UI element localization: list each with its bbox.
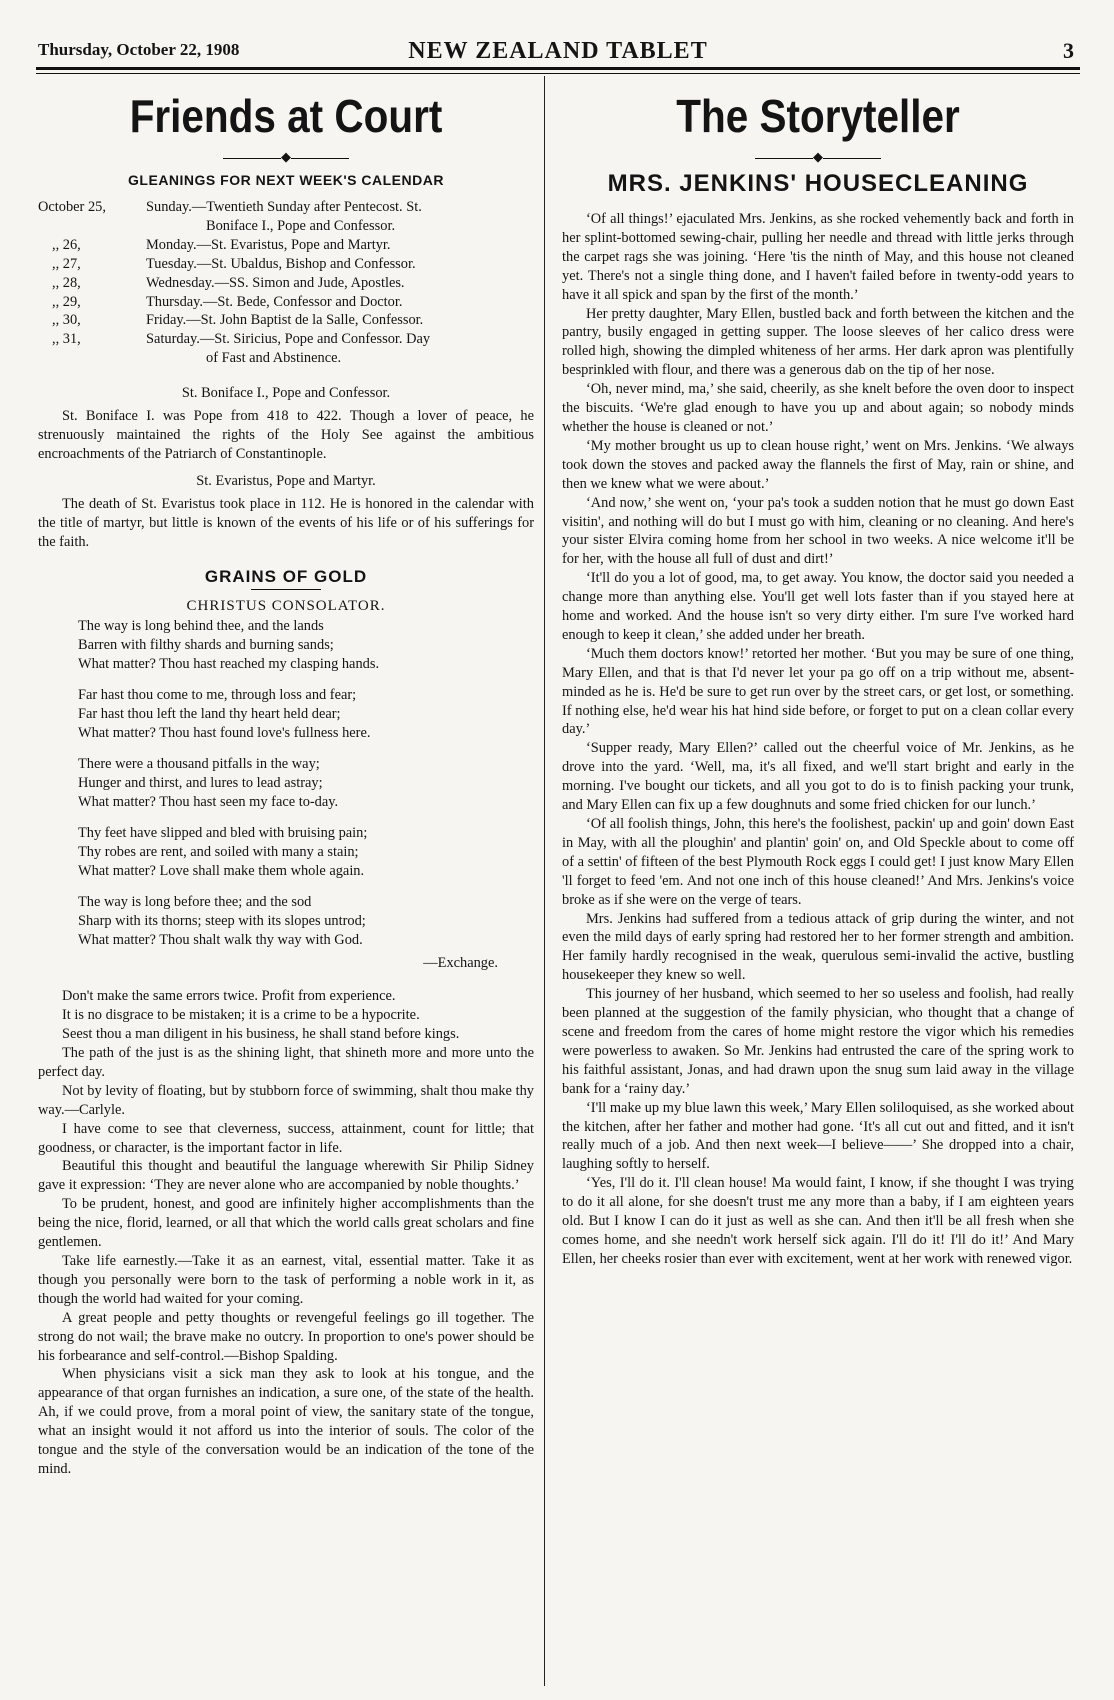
poem-line: Far hast thou left the land thy heart held dear; xyxy=(78,706,341,723)
calendar-date: ,, 30, xyxy=(52,312,81,329)
story-paragraph: ‘Of all things!’ ejaculated Mrs. Jenkins, as she rocked vehemently back and forth in her splint-bottomed sewing-chair, pulling her needle and thread with little jerks through the carpet rags she was joining. ‘Here 'tis the ninth of May, and this house not cleaned yet. There's not a single thing done, and I haven't failed before in twenty-odd years to have it all spick and span by the first of the month.’ xyxy=(562,211,1074,303)
story-paragraph: ‘Yes, I'll do it. I'll clean house! Ma would faint, I know, if she thought I was trying to do it all alone, for she doesn't trust me any more than a baby, if I am eighteen years old. But I know I can do it just as well as she can. And then it'll be all fresh when she comes home, and she needn't work herself sick again. I'll do it! I'll do it!’ And Mary Ellen, her cheeks rosier than ever with excitement, went at her work with renewed vigor. xyxy=(562,1175,1074,1267)
page-number: 3 xyxy=(1063,38,1074,63)
story-title: MRS. JENKINS' HOUSECLEANING xyxy=(607,170,1029,197)
saying-paragraph: When physicians visit a sick man they ask to look at his tongue, and the appearance of that organ furnishes an indication, a sure one, of the state of the health. Ah, if we could prove, from a moral point of view, the sanitary state of the tongue, what an insight would it not afford us into the interior of souls. The color of the tongue and the style of the conversation would be an indication of the tone of the mind. xyxy=(38,1366,534,1477)
saying-paragraph: Take life earnestly.—Take it as an earnest, vital, essential matter. Take it as though you personally were born to the task of performing a noble work in it, as though the world had waited for your coming. xyxy=(38,1253,534,1307)
story-paragraph: Mrs. Jenkins had suffered from a tedious attack of grip during the winter, and not even the mild days of early spring had restored her to her former strength and ambition. Her family hardly recognised in the weak, querulous semi-invalid the active, bustling housekeeper they knew so well. xyxy=(562,910,1074,984)
header-rule xyxy=(36,67,1080,70)
story-paragraph: ‘It'll do you a lot of good, ma, to get away. You know, the doctor said you needed a change more than anything else. You'll get well lots faster than if you stayed here at home and worked. And the house isn't so very dirty either. I'm sure I've worked hard enough to keep it clean,’ she added under her breath. xyxy=(562,570,1074,643)
calendar-row xyxy=(38,217,534,236)
calendar-entry: Monday.—St. Evaristus, Pope and Martyr. xyxy=(146,236,391,253)
story-paragraph: ‘And now,’ she went on, ‘your pa's took a sudden notion that he must go down East visitin', and nothing will do but I must go with him, cleaning or no cleaning. And here's your sister Elvira coming home from her school in two weeks. A nice welcome it'll be for her, with the house all full of dust and dirt!’ xyxy=(562,494,1074,568)
ornament-divider: ◆ xyxy=(562,146,1074,168)
page-header xyxy=(38,38,1078,64)
poem-line: There were a thousand pitfalls in the way; xyxy=(78,756,320,773)
saying-paragraph: A great people and petty thoughts or revengeful feelings go ill together. The strong do not wail; the brave make no outcry. In proportion to one's power should be his forbearance and self-control.—Bishop Spalding. xyxy=(38,1309,534,1364)
saying-paragraph: Don't make the same errors twice. Profit from experience. xyxy=(62,988,396,1005)
poem-line: The way is long behind thee, and the lands xyxy=(78,618,324,635)
story-paragraph: ‘My mother brought us up to clean house right,’ went on Mrs. Jenkins. ‘We always took down the stoves and packed away the flannels the first of May, rain or shine, and then we knew what we were about.’ xyxy=(562,437,1074,492)
poem-line: The way is long before thee; and the sod xyxy=(78,894,312,911)
saying-paragraph: It is no disgrace to be mistaken; it is a crime to be a hypocrite. xyxy=(62,1007,420,1024)
paper-name: NEW ZEALAND TABLET xyxy=(408,38,708,64)
saying-paragraph: Beautiful this thought and beautiful the language wherewith Sir Philip Sidney gave it expression: ‘They are never alone who are accompanied by noble thoughts.’ xyxy=(38,1158,534,1194)
story-paragraph: ‘I'll make up my blue lawn this week,’ Mary Ellen soliloquised, as she worked about the kitchen, after her father and mother had gone. ‘It's all cut out and fitted, and it isn't really much of a job. And then next week—I believe——’ She dropped into a chair, laughing softly to herself. xyxy=(562,1099,1074,1173)
poem-stanza xyxy=(78,617,534,674)
poem-line: Barren with filthy shards and burning sands; xyxy=(78,637,334,654)
saying-paragraph: Seest thou a man diligent in his business, he shall stand before kings. xyxy=(62,1026,460,1043)
calendar-entry: Thursday.—St. Bede, Confessor and Doctor. xyxy=(146,293,403,310)
calendar-row xyxy=(38,349,534,368)
calendar-date: ,, 31, xyxy=(52,331,81,348)
saying-paragraph: I have come to see that cleverness, success, attainment, count for little; that goodness, or character, is the important factor in life. xyxy=(38,1120,534,1156)
section-title-storyteller: The Storyteller xyxy=(676,90,960,142)
story-paragraph: ‘Of all foolish things, John, this here's the foolishest, packin' up and goin' down East in May, with all the ploughin' and plantin' goin' on, and Old Speckle about to come off of a settin' of fifteen of the best Plymouth Rock eggs I could get! I just know Mary Ellen 'll forget to feed 'em. And not one inch of this house cleaned!’ And Mrs. Jenkins's voice broke as if she were on the verge of tears. xyxy=(562,816,1074,908)
poem-line: Thy robes are rent, and soiled with many a stain; xyxy=(78,844,359,861)
section-title-friends-at-court: Friends at Court xyxy=(129,90,443,142)
calendar-row xyxy=(38,255,534,274)
poem-source: —Exchange. xyxy=(423,955,498,972)
poem xyxy=(38,617,534,950)
story-paragraph: This journey of her husband, which seemed to her so useless and foolish, had really been planned at the suggestion of the family physician, who thought that a change of scene and freedom from the cares of home might restore the vigor which his remedies were powerless to awaken. So Mr. Jenkins had entrusted the care of the spring work to his faithful assistant, Jonas, and had drawn upon the snug sum laid away in the village bank for a ‘rainy day.’ xyxy=(562,986,1074,1097)
poem-line: Far hast thou come to me, through loss and fear; xyxy=(78,687,357,704)
poem-line: What matter? Thou hast seen my face to-day. xyxy=(78,794,339,811)
calendar-row xyxy=(38,311,534,330)
grains-of-gold-heading: GRAINS OF GOLD xyxy=(204,567,368,587)
saying-paragraph: To be prudent, honest, and good are infinitely higher accomplishments than the being the nice, florid, learned, or all that which the world calls great scholars and fine gentlemen. xyxy=(38,1196,534,1251)
calendar-list xyxy=(38,198,534,368)
calendar-row xyxy=(38,330,534,349)
heading-rule xyxy=(251,589,321,590)
calendar-date: October 25, xyxy=(38,199,106,215)
story-paragraph: ‘Much them doctors know!’ retorted her mother. ‘But you may be sure of one thing, Mary Ellen, and that is that I'd never let your pa go off on a trip without me, absent-minded as he is. He'd be sure to get run over by the street cars, or get lost, or something. If nothing else, he'd wear his hat hind side before, or forget to put on a clean collar every day.’ xyxy=(562,645,1074,738)
saying-paragraph: The path of the just is as the shining light, that shineth more and more unto the perfect day. xyxy=(38,1045,534,1080)
story-paragraph: Her pretty daughter, Mary Ellen, bustled back and forth between the kitchen and the pantry, busily engaged in getting supper. The loose sleeves of her calico dress were rolled high, showing the dimpled whiteness of her arms. Her dark apron was plentifully besprinkled with flour, and there was a generous dab on the tip of her nose. xyxy=(562,305,1074,379)
issue-date: Thursday, October 22, 1908 xyxy=(38,40,240,59)
calendar-entry: Sunday.—Twentieth Sunday after Pentecost. St. xyxy=(146,199,422,215)
saint-heading: St. Evaristus, Pope and Martyr. xyxy=(196,472,376,489)
story-paragraph: ‘Oh, never mind, ma,’ she said, cheerily, as she knelt before the oven door to inspect the biscuits. ‘We're glad enough to have you up and about again; so nobody minds whether the house is cleaned or not.’ xyxy=(562,381,1074,435)
calendar-heading: GLEANINGS FOR NEXT WEEK'S CALENDAR xyxy=(128,172,444,188)
calendar-date: ,, 27, xyxy=(52,255,81,272)
poem-line: What matter? Thou shalt walk thy way with God. xyxy=(78,932,363,949)
poem-title: CHRISTUS CONSOLATOR. xyxy=(186,598,386,615)
poem-line: Thy feet have slipped and bled with bruising pain; xyxy=(78,825,368,842)
calendar-entry: Saturday.—St. Siricius, Pope and Confessor. Day xyxy=(146,331,431,348)
calendar-row xyxy=(38,274,534,293)
poem-stanza xyxy=(78,755,534,812)
calendar-entry: Boniface I., Pope and Confessor. xyxy=(206,217,396,234)
calendar-entry: Tuesday.—St. Ubaldus, Bishop and Confessor. xyxy=(146,255,416,272)
calendar-date: ,, 26, xyxy=(52,236,81,253)
poem-line: What matter? Thou hast found love's fullness here. xyxy=(78,725,371,742)
calendar-date: ,, 29, xyxy=(52,293,81,310)
ornament-divider: ◆ xyxy=(38,146,534,168)
poem-stanza xyxy=(78,824,534,881)
poem-line: What matter? Love shall make them whole again. xyxy=(78,863,365,880)
poem-line: Sharp with its thorns; steep with its slopes untrod; xyxy=(78,913,366,930)
calendar-entry: Friday.—St. John Baptist de la Salle, Confessor. xyxy=(146,312,424,329)
calendar-entry: Wednesday.—SS. Simon and Jude, Apostles. xyxy=(146,274,405,291)
calendar-date: ,, 28, xyxy=(52,274,81,291)
story-body xyxy=(562,210,1074,1269)
poem-stanza xyxy=(78,893,534,950)
poem-line: Hunger and thirst, and lures to lead astray; xyxy=(78,775,323,792)
saying-paragraph: Not by levity of floating, but by stubborn force of swimming, shalt thou make thy way.—Carlyle. xyxy=(38,1082,534,1118)
saint-heading: St. Boniface I., Pope and Confessor. xyxy=(181,385,391,402)
story-paragraph: ‘Supper ready, Mary Ellen?’ called out the cheerful voice of Mr. Jenkins, as he drove into the yard. ‘Well, ma, it's all fixed, and we'll start bright and early in the morning. I've bought our tickets, and all you got to do is to finish packing your trunk, and Mary Ellen can fix up a few doughnuts and some fried chicken for our lunch.’ xyxy=(562,740,1074,814)
saint-paragraph: St. Boniface I. was Pope from 418 to 422. Though a lover of peace, he strenuously maintained the rights of the Holy See against the ambitious encroachments of the Patriarch of Constantinople. xyxy=(38,408,534,462)
calendar-row xyxy=(38,293,534,312)
calendar-row xyxy=(38,198,534,217)
column-divider xyxy=(544,76,545,1686)
sayings xyxy=(38,987,534,1479)
calendar-entry: of Fast and Abstinence. xyxy=(206,350,342,367)
right-column xyxy=(562,80,1074,1269)
poem-stanza xyxy=(78,686,534,743)
poem-line: What matter? Thou hast reached my clasping hands. xyxy=(78,656,380,673)
calendar-row xyxy=(38,236,534,255)
header-rule-thin xyxy=(36,73,1080,74)
left-column xyxy=(38,80,534,1479)
saint-paragraph: The death of St. Evaristus took place in 112. He is honored in the calendar with the title of martyr, but little is known of the events of his life or of his sufferings for the faith. xyxy=(38,495,534,550)
